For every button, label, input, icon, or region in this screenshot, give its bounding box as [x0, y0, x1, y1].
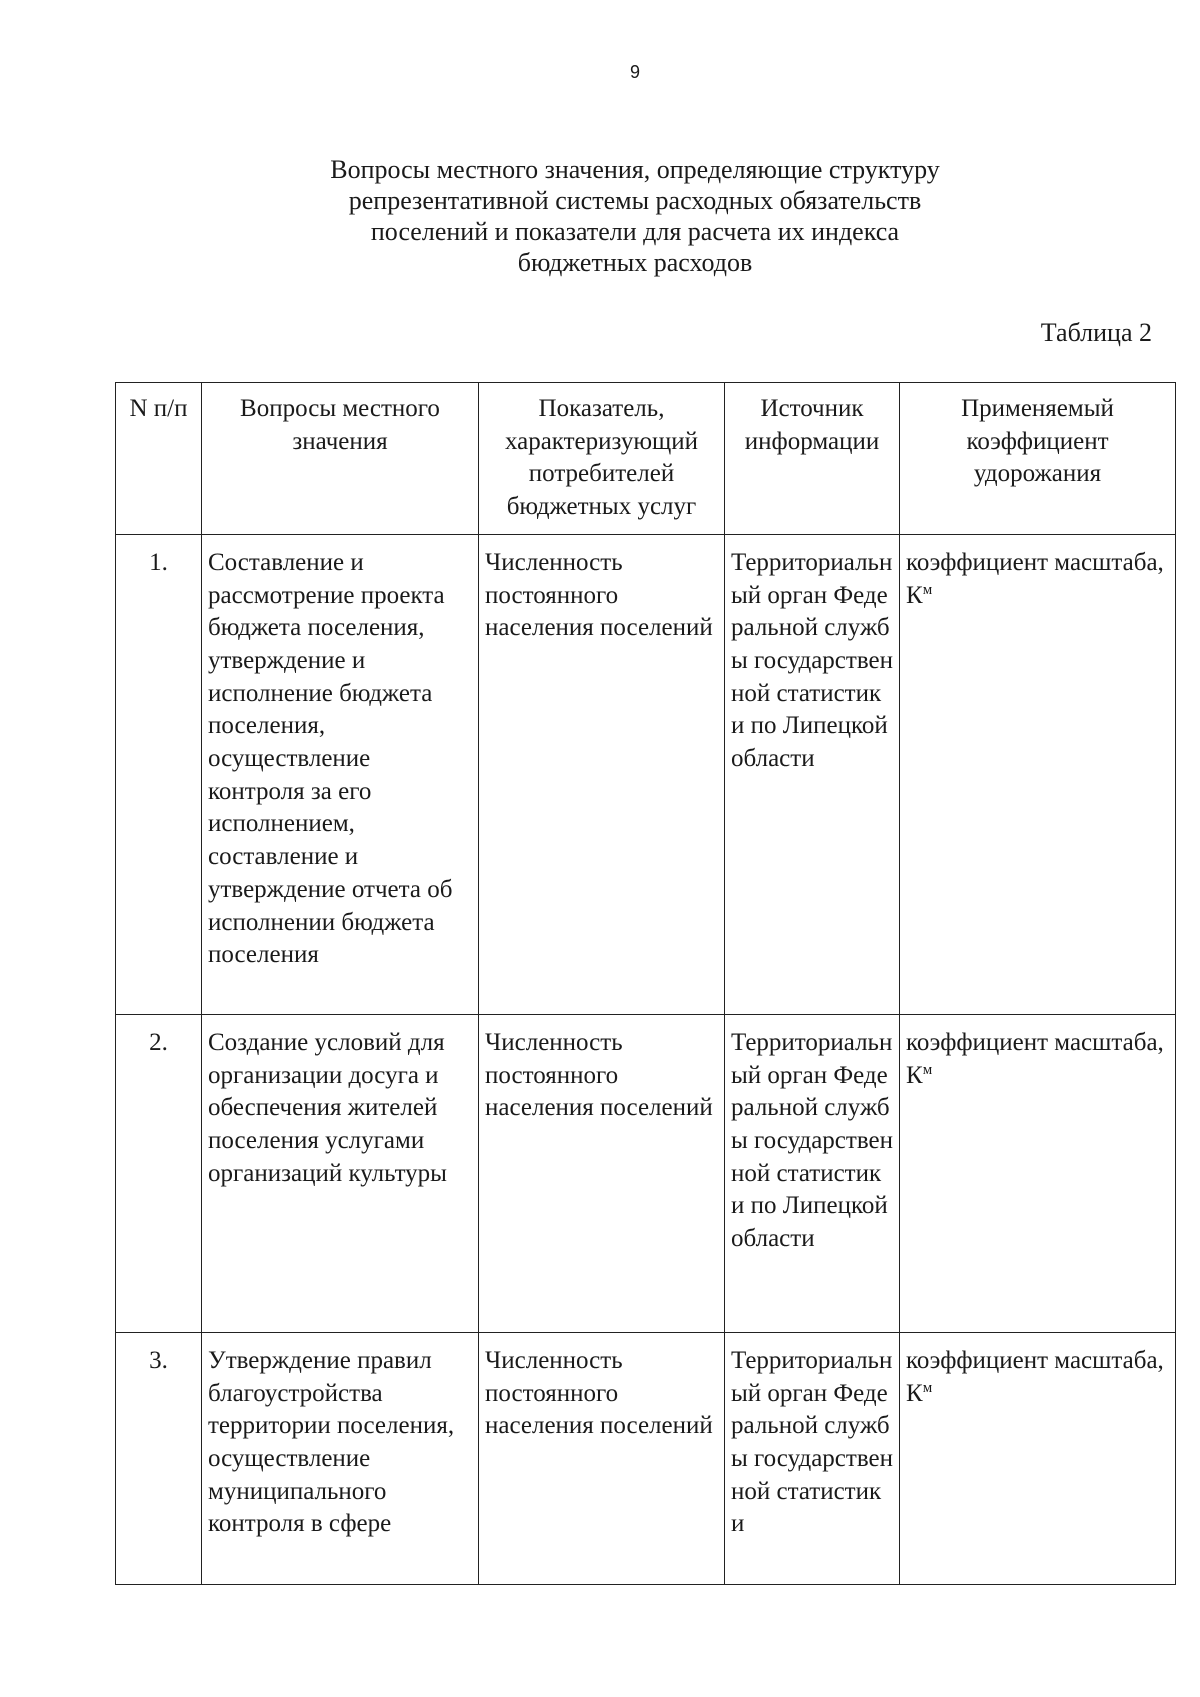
- table-row: [116, 534, 1176, 1014]
- table-row: [116, 1332, 1176, 1584]
- coefficient-text: коэффициент масштаба, К: [906, 1346, 1164, 1407]
- row-indicator: Численность постоянного населения поселений: [479, 1014, 725, 1332]
- title-line: репрезентативной системы расходных обязательств: [348, 186, 922, 215]
- header-cell-question: Вопросы местного значения: [202, 383, 479, 535]
- row-source: Территориальный орган Федеральной службы государственной статистики по Липецкой области: [725, 534, 900, 1014]
- row-question: Утверждение правил благоустройства территории поселения, осуществление муниципального контроля в сфере: [202, 1332, 479, 1584]
- coefficient-text: коэффициент масштаба, К: [906, 548, 1164, 609]
- coefficient-text: коэффициент масштаба, К: [906, 1028, 1164, 1089]
- row-question: Создание условий для организации досуга и обеспечения жителей поселения услугами организаций культуры: [202, 1014, 479, 1332]
- document-title: [0, 154, 1200, 278]
- main-table: [115, 382, 1176, 1585]
- row-coefficient: [900, 534, 1176, 1014]
- row-number: 2.: [116, 1014, 202, 1332]
- page-number: 9: [629, 62, 640, 82]
- coefficient-superscript: м: [922, 581, 933, 598]
- title-line: поселений и показатели для расчета их индекса: [370, 217, 900, 246]
- table-header-row: [116, 383, 1176, 535]
- header-cell-source: Источник информации: [725, 383, 900, 535]
- row-coefficient: [900, 1332, 1176, 1584]
- row-number: 3.: [116, 1332, 202, 1584]
- header-cell-number: N п/п: [116, 383, 202, 535]
- coefficient-superscript: м: [922, 1061, 933, 1078]
- row-indicator: Численность постоянного населения поселений: [479, 534, 725, 1014]
- title-line: бюджетных расходов: [517, 248, 753, 277]
- title-line: Вопросы местного значения, определяющие структуру: [330, 155, 940, 184]
- row-question: Составление и рассмотрение проекта бюджета поселения, утверждение и исполнение бюджета поселения, осуществление контроля за его исполнением, составление и утверждение отчета об исполнении бюджета поселения: [202, 534, 479, 1014]
- row-number: 1.: [116, 534, 202, 1014]
- coefficient-superscript: м: [922, 1379, 933, 1396]
- row-source: Территориальный орган Федеральной службы государственной статистики по Липецкой области: [725, 1014, 900, 1332]
- table-caption: Таблица 2: [1040, 318, 1152, 347]
- row-coefficient: [900, 1014, 1176, 1332]
- header-cell-coefficient: Применяемый коэффициент удорожания: [900, 383, 1176, 535]
- row-indicator: Численность постоянного населения поселений: [479, 1332, 725, 1584]
- table-row: [116, 1014, 1176, 1332]
- header-cell-indicator: Показатель, характеризующий потребителей бюджетных услуг: [479, 383, 725, 535]
- row-source: Территориальный орган Федеральной службы государственной статистики: [725, 1332, 900, 1584]
